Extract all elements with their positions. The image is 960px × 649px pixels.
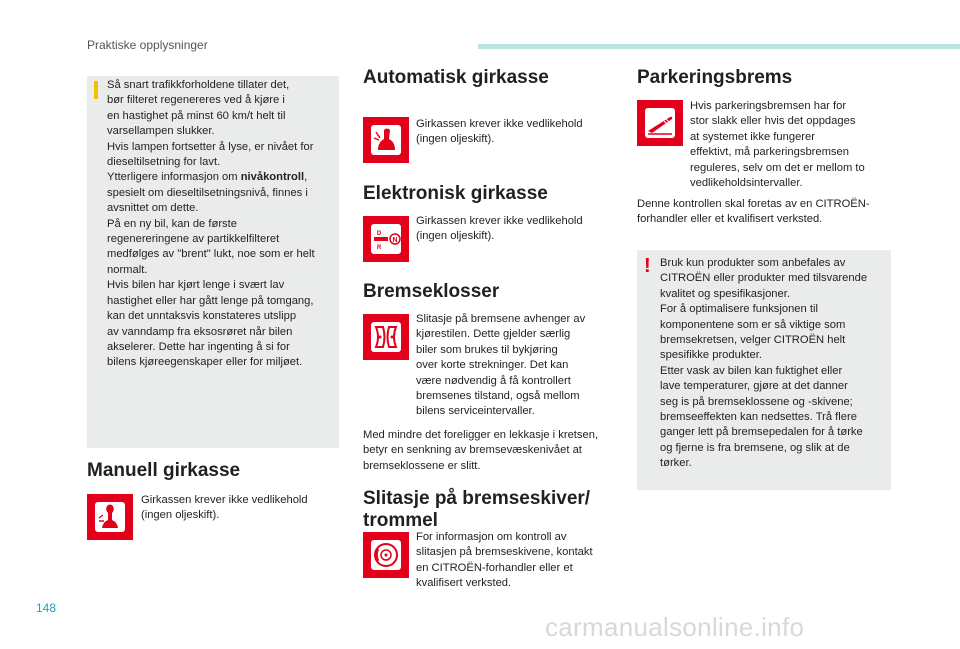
brake-discs-text: For informasjon om kontroll av slitasjen på bremseskivene, kontakt en CITROËN-forhandler eller et kvalifisert verksted. (416, 531, 593, 590)
watermark-text: carmanualsonline.info (545, 612, 805, 642)
info-note-bold: nivåkontroll (240, 171, 305, 184)
heading-manual-gearbox: Manuell girkasse (87, 460, 241, 481)
manual-gearbox-text: Girkassen krever ikke vedlikehold (ingen oljeskift). (141, 494, 308, 522)
electronic-gearbox-text: Girkassen krever ikke vedlikehold (ingen oljeskift). (416, 215, 583, 243)
heading-brake-discs (363, 488, 590, 532)
parking-brake-text-after: Denne kontrollen skal foretas av en CITROËN- forhandler eller et kvalifisert verksted. (637, 198, 870, 226)
svg-text:D: D (376, 231, 382, 237)
parking-brake-text: Hvis parkeringsbremsen har for stor slakk eller hvis det oppdages at systemet ikke fungerer effektivt, må parkeringsbremsen reguleres, selv om det er mellom to vedlikeholdsintervaller. (690, 100, 865, 190)
brake-pads-icon (363, 314, 409, 360)
info-note-text: Så snart trafikkforholdene tillater det, bør filteret regenereres ved å kjøre i en hastighet på minst 60 km/t helt til varsellampen slukker. Hvis lampen fortsetter å lyse, er nivået for dieseltilsetning for lavt. Ytterligere informasjon om nivåkontroll, spesielt om dieseltilsetningsnivå, finnes i avsnittet om dette. På en ny bil, kan de første regenereringene av partikkelfilteret medfølges av "brent" lukt, noe som er helt normalt. Hvis bilen har kjørt lenge i svært lav hastighet eller har gått lenge på tomgang, kan det unntaksvis konstateres utslipp av vanndamp fra eksosrøret når bilen akselerer. Dette har ingenting å si for bilens kjøreegenskaper eller for miljøet. (107, 79, 315, 369)
heading-parking-brake: Parkeringsbrems (637, 67, 793, 88)
heading-brake-pads: Bremseklosser (363, 281, 500, 302)
parking-brake-lever-icon (637, 100, 683, 146)
page-number: 148 (36, 601, 57, 615)
heading-brake-discs-line1: Slitasje på bremseskiver/ (363, 488, 591, 509)
brake-disc-icon (363, 532, 409, 578)
warning-mark-icon: ! (644, 255, 651, 277)
brake-pads-text-after: Med mindre det foreligger en lekkasje i kretsen, betyr en senkning av bremsevæskenivået at bremseklossene er slitt. (363, 429, 599, 472)
info-note-marker (94, 81, 98, 99)
heading-automatic-gearbox: Automatisk girkasse (363, 67, 549, 88)
heading-electronic-gearbox: Elektronisk girkasse (363, 183, 548, 204)
warning-text: Bruk kun produkter som anbefales av CITROËN eller produkter med tilsvarende kvalitet og spesifikasjoner. For å optimalisere funksjonen til komponentene som er så viktige som bremsekretsen, velger CITROËN helt spesifikke produkter. Etter vask av bilen kan fuktighet eller lave temperaturer, gjøre at det danner seg is på bremseklossene og -skivene; bremseeffekten kan nedsettes. Trå flere ganger lett på bremsepedalen for å tørke og fjerne is fra bremsene, og slik at de tørker. (660, 257, 868, 470)
section-title: Praktiske opplysninger (87, 38, 208, 52)
brake-pads-text: Slitasje på bremsene avhenger av kjørestilen. Dette gjelder særlig biler som brukes til bykjøring over korte strekninger. Det kan være nødvendig å få kontrollert bremsenes tilstand, også mellom bilens serviceintervaller. (416, 313, 586, 418)
svg-text:N: N (392, 237, 398, 244)
header-accent-bar (478, 44, 960, 49)
heading-brake-discs-line2: trommel (363, 510, 438, 531)
svg-text:R: R (376, 245, 382, 251)
gear-stick-icon (87, 494, 133, 540)
automatic-gearbox-text: Girkassen krever ikke vedlikehold (ingen oljeskift). (416, 118, 583, 146)
automatic-selector-icon (363, 117, 409, 163)
electronic-gear-selector-icon (363, 216, 409, 262)
